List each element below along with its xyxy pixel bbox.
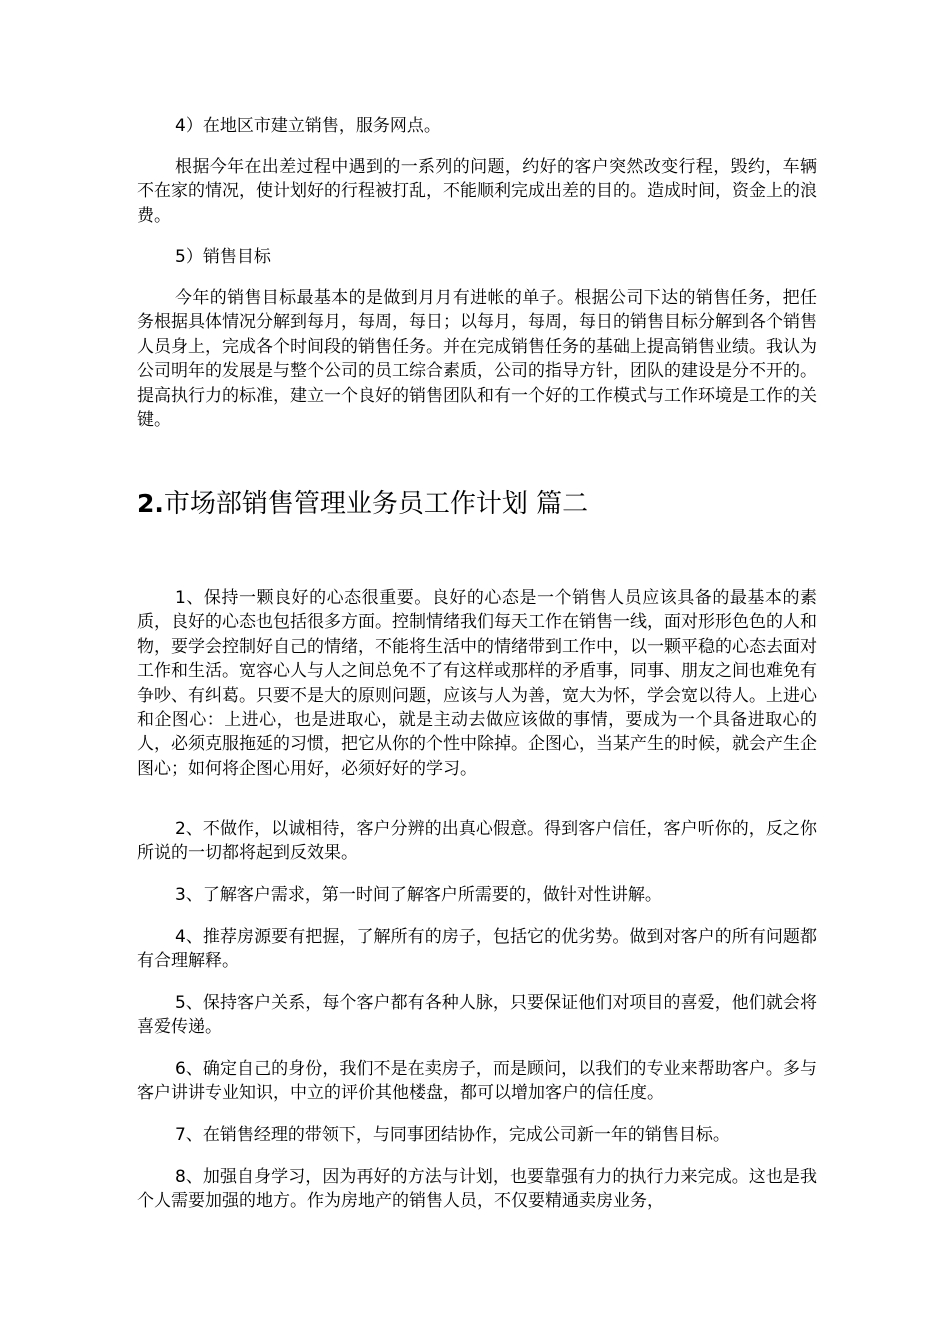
plan-item-1: 1、保持一颗良好的心态很重要。良好的心态是一个销售人员应该具备的最基本的素质，良好的心态也包括很多方面。控制情绪我们每天工作在销售一线，面对形形色色的人和物，要学会控制好自己的情绪，不能将生活中的情绪带到工作中，以一颗平稳的心态去面对工作和生活。宽容心人与人之间总免不了有这样或那样的矛盾事，同事、朋友之间也难免有争吵、有纠葛。只要不是大的原则问题，应该与人为善，宽大为怀，学会宽以待人。上进心和企图心：上进心，也是进取心，就是主动去做应该做的事情，要成为一个具备进取心的人，必须克服拖延的习惯，把它从你的个性中除掉。企图心，当某产生的时候，就会产生企图心；如何将企图心用好，必须好好的学习。 (137, 588, 817, 779)
plan-item-3: 3、了解客户需求，第一时间了解客户所需要的，做针对性讲解。 (175, 885, 662, 905)
section-heading-number: 2. (137, 489, 164, 518)
plan-item-8: 8、加强自身学习，因为再好的方法与计划，也要靠强有力的执行力来完成。这也是我个人需要加强的地方。作为房地产的销售人员，不仅要精通卖房业务， (137, 1167, 817, 1212)
item-5-description: 今年的销售目标最基本的是做到月月有进帐的单子。根据公司下达的销售任务，把任务根据具体情况分解到每月，每周，每日；以每月，每周，每日的销售目标分解到各个销售人员身上，完成各个时间段的销售任务。并在完成销售任务的基础上提高销售业绩。我认为公司明年的发展是与整个公司的员工综合素质，公司的指导方针，团队的建设是分不开的。提高执行力的标准，建立一个良好的销售团队和有一个好的工作模式与工作环境是工作的关键。 (137, 288, 817, 431)
plan-item-7: 7、在销售经理的带领下，与同事团结协作，完成公司新一年的销售目标。 (175, 1125, 730, 1145)
plan-item-5: 5、保持客户关系，每个客户都有各种人脉，只要保证他们对项目的喜爱，他们就会将喜爱传递。 (137, 993, 817, 1038)
plan-item-6: 6、确定自己的身份，我们不是在卖房子，而是顾问，以我们的专业来帮助客户。多与客户讲讲专业知识，中立的评价其他楼盘，都可以增加客户的信任度。 (137, 1059, 817, 1104)
item-5-heading: 5）销售目标 (175, 247, 271, 267)
section-heading-title: 市场部销售管理业务员工作计划 篇二 (163, 489, 589, 519)
plan-item-4: 4、推荐房源要有把握，了解所有的房子，包括它的优劣势。做到对客户的所有问题都有合理解释。 (137, 927, 817, 972)
item-4-description: 根据今年在出差过程中遇到的一系列的问题，约好的客户突然改变行程，毁约，车辆不在家的情况，使计划好的行程被打乱，不能顺利完成出差的目的。造成时间，资金上的浪费。 (137, 157, 817, 226)
plan-item-2: 2、不做作，以诚相待，客户分辨的出真心假意。得到客户信任，客户听你的，反之你所说的一切都将起到反效果。 (137, 819, 817, 864)
section-heading (137, 484, 588, 524)
item-4-heading: 4）在地区市建立销售，服务网点。 (175, 116, 441, 136)
